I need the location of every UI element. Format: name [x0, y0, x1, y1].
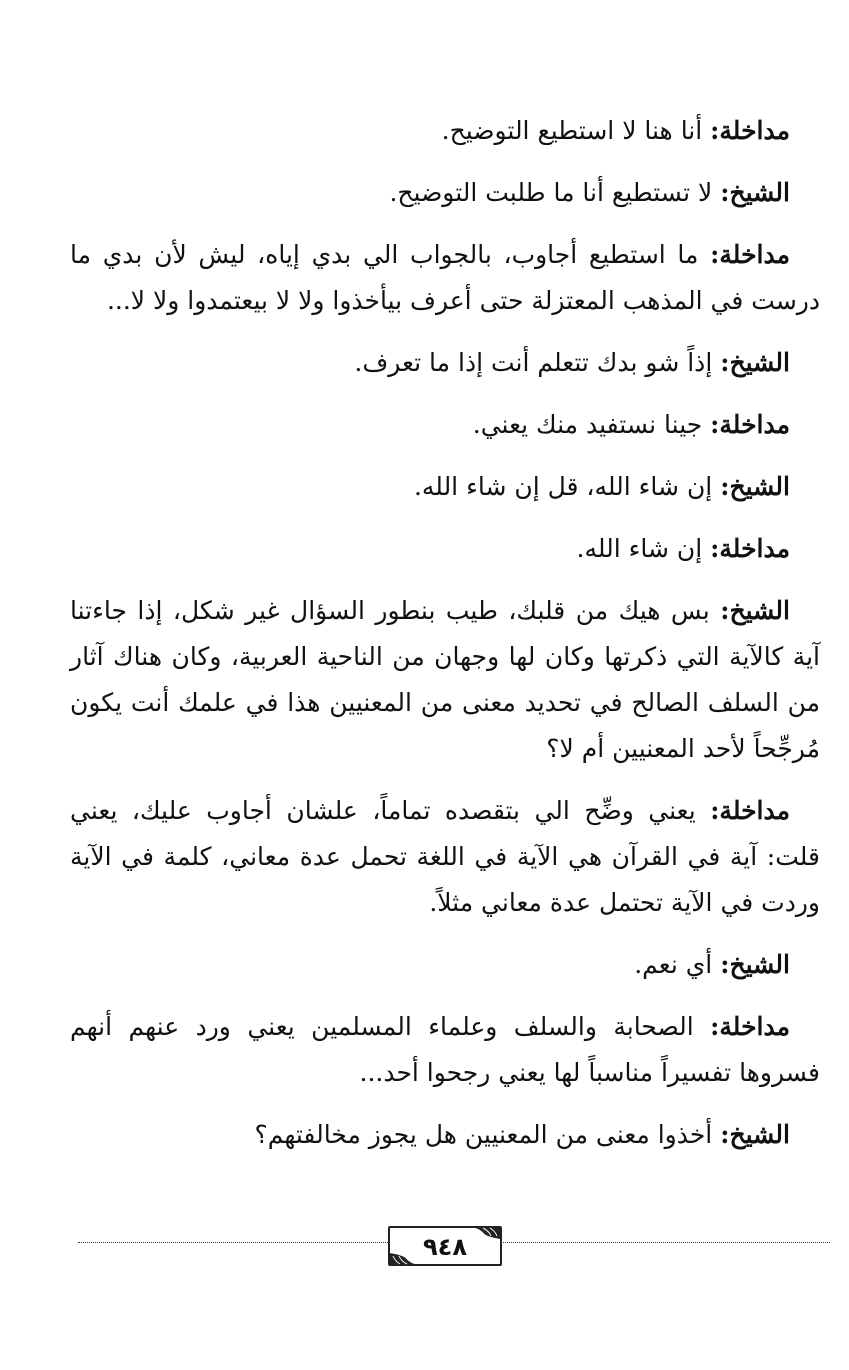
speaker-label: الشيخ:	[720, 178, 790, 207]
dialogue-text	[70, 108, 820, 1174]
speaker-label: مداخلة:	[710, 534, 790, 563]
paragraph-text: أي نعم.	[634, 950, 713, 979]
paragraph-text: بس هيك من قلبك، طيب بنطور السؤال غير شكل، إذا جاءتنا آية كالآية التي ذكرتها وكان لها وجهان من الناحية العربية، وكان هناك آثار من السلف الصالح في تحديد معنى من المعنيين هذا في علمك أنت يكون مُرجِّحاً لأحد المعنيين أم لا؟	[70, 596, 820, 763]
paragraph-text: يعني وضِّح الي بتقصده تماماً، علشان أجاوب عليك، يعني قلت: آية في القرآن هي الآية في اللغة تحمل عدة معاني، كلمة في الآية وردت في الآية تحتمل عدة معاني مثلاً.	[70, 796, 820, 917]
speaker-label: مداخلة:	[710, 240, 790, 269]
page-footer	[78, 1226, 830, 1270]
paragraph-text: إن شاء الله.	[576, 534, 703, 563]
speaker-label: الشيخ:	[720, 472, 790, 501]
speaker-label: الشيخ:	[720, 348, 790, 377]
page-number-frame	[388, 1226, 502, 1266]
speaker-label: مداخلة:	[710, 1012, 790, 1041]
paragraph-11	[70, 1004, 820, 1096]
page-number: ٩٤٨	[423, 1233, 467, 1261]
paragraph-9	[70, 788, 820, 926]
paragraph-text: الصحابة والسلف وعلماء المسلمين يعني ورد عنهم أنهم فسروها تفسيراً مناسباً لها يعني رجحوا أحد...	[70, 1012, 820, 1087]
paragraph-8	[70, 588, 820, 772]
paragraph-4	[70, 340, 820, 386]
paragraph-text: لا تستطيع أنا ما طلبت التوضيح.	[389, 178, 713, 207]
speaker-label: الشيخ:	[720, 950, 790, 979]
paragraph-7	[70, 526, 820, 572]
paragraph-5	[70, 402, 820, 448]
speaker-label: مداخلة:	[710, 796, 791, 825]
paragraph-12	[70, 1112, 820, 1158]
paragraph-text: أخذوا معنى من المعنيين هل يجوز مخالفتهم؟	[254, 1120, 713, 1149]
paragraph-3	[70, 232, 820, 324]
speaker-label: مداخلة:	[710, 410, 790, 439]
paragraph-text: جينا نستفيد منك يعني.	[472, 410, 703, 439]
speaker-label: الشيخ:	[720, 596, 790, 625]
paragraph-2	[70, 170, 820, 216]
paragraph-text: إذاً شو بدك تتعلم أنت إذا ما تعرف.	[354, 348, 713, 377]
paragraph-10	[70, 942, 820, 988]
paragraph-text: ما استطيع أجاوب، بالجواب الي بدي إياه، ليش لأن بدي ما درست في المذهب المعتزلة حتى أعرف بيأخذوا ولا لا بيعتمدوا ولا لا...	[70, 240, 820, 315]
speaker-label: الشيخ:	[720, 1120, 790, 1149]
paragraph-1	[70, 108, 820, 154]
paragraph-text: إن شاء الله، قل إن شاء الله.	[413, 472, 713, 501]
paragraph-text: أنا هنا لا استطيع التوضيح.	[441, 116, 703, 145]
speaker-label: مداخلة:	[710, 116, 790, 145]
paragraph-6	[70, 464, 820, 510]
